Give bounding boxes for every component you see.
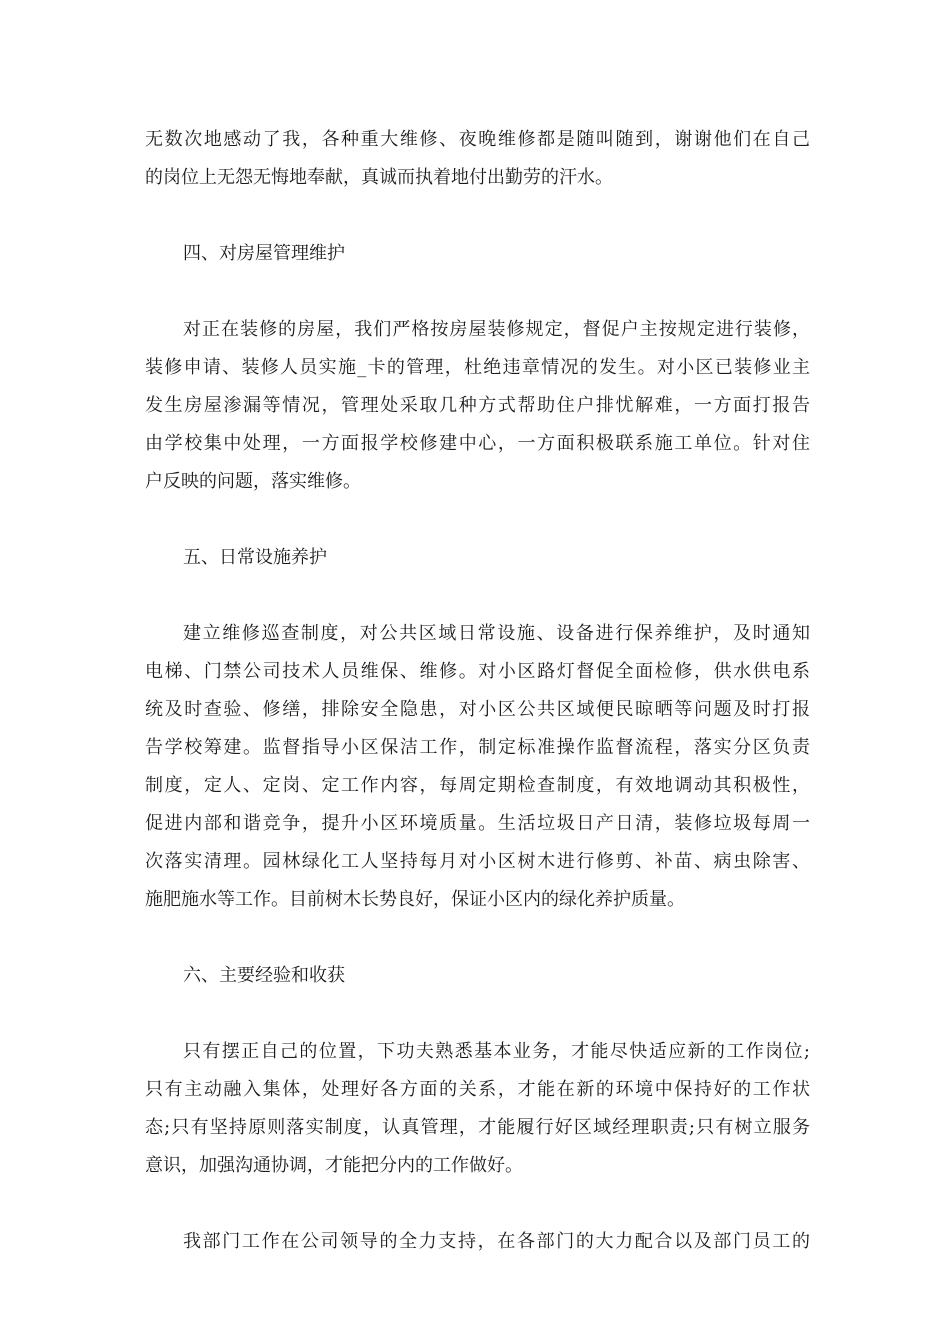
paragraph-line: 无数次地感动了我，各种重大维修、夜晚维修都是随叫随到，谢谢他们在自己 (145, 129, 810, 150)
paragraph-line: 由学校集中处理，一方面报学校修建中心，一方面积极联系施工单位。针对住 (145, 433, 810, 454)
paragraph-line: 施肥施水等工作。目前树木长势良好，保证小区内的绿化养护质量。 (145, 889, 685, 910)
section-5-paragraph (145, 615, 810, 919)
section-heading-6: 六、主要经验和收获 (183, 965, 345, 986)
final-paragraph (145, 1223, 810, 1261)
paragraph-line: 态;只有坚持原则落实制度，认真管理，才能履行好区域经理职责;只有树立服务 (145, 1117, 810, 1138)
section-heading-4: 四、对房屋管理维护 (183, 243, 345, 264)
section-4-paragraph (145, 311, 810, 501)
paragraph-line: 发生房屋渗漏等情况，管理处采取几种方式帮助住户排忧解难，一方面打报告 (145, 395, 810, 416)
paragraph-line: 只有主动融入集体，处理好各方面的关系，才能在新的环境中保持好的工作状 (145, 1079, 810, 1100)
paragraph-line: 我部门工作在公司领导的全力支持，在各部门的大力配合以及部门员工的 (183, 1231, 810, 1252)
paragraph-line: 建立维修巡查制度，对公共区域日常设施、设备进行保养维护，及时通知 (183, 623, 810, 644)
paragraph-line: 对正在装修的房屋，我们严格按房屋装修规定，督促户主按规定进行装修， (183, 319, 810, 340)
paragraph-line: 促进内部和谐竞争，提升小区环境质量。生活垃圾日产日清，装修垃圾每周一 (145, 813, 810, 834)
document-page (145, 121, 810, 1261)
paragraph-line: 户反映的问题，落实维修。 (145, 471, 361, 492)
paragraph-line: 统及时查验、修缮，排除安全隐患，对小区公共区域便民晾晒等问题及时打报 (145, 699, 810, 720)
paragraph-line: 只有摆正自己的位置，下功夫熟悉基本业务，才能尽快适应新的工作岗位; (183, 1041, 810, 1062)
paragraph-line: 意识，加强沟通协调，才能把分内的工作做好。 (145, 1155, 523, 1176)
section-heading-5: 五、日常设施养护 (183, 547, 327, 568)
paragraph-line: 装修申请、装修人员实施_卡的管理，杜绝违章情况的发生。对小区已装修业主 (145, 357, 810, 378)
paragraph-line: 制度，定人、定岗、定工作内容，每周定期检查制度，有效地调动其积极性， (145, 775, 810, 796)
paragraph-line: 的岗位上无怨无悔地奉献，真诚而执着地付出勤劳的汗水。 (145, 167, 613, 188)
section-6-paragraph (145, 1033, 810, 1185)
intro-paragraph (145, 121, 810, 197)
paragraph-line: 电梯、门禁公司技术人员维保、维修。对小区路灯督促全面检修，供水供电系 (145, 661, 810, 682)
paragraph-line: 告学校筹建。监督指导小区保洁工作，制定标准操作监督流程，落实分区负责 (145, 737, 810, 758)
paragraph-line: 次落实清理。园林绿化工人坚持每月对小区树木进行修剪、补苗、病虫除害、 (145, 851, 810, 872)
